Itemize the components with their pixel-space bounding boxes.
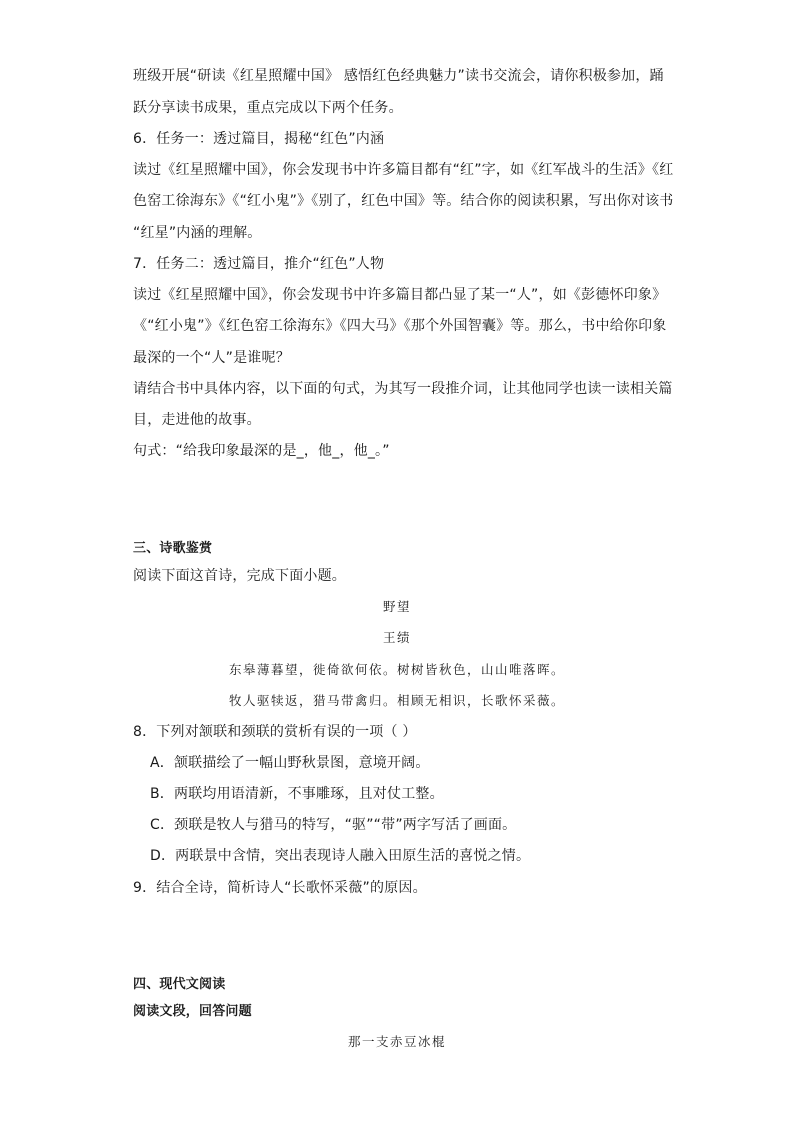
question-7-line-2: 《“红小鬼”》《红色窑工徐海东》《四大马》《那个外国智囊》等。那么，书中给你印象 — [133, 318, 667, 334]
question-9-stem: 9．结合全诗，简析诗人“长歌怀采薇”的原因。 — [133, 880, 427, 896]
question-7-line-5: 目，走进他的故事。 — [133, 412, 261, 428]
question-8-stem: 8．下列对颔联和颈联的赏析有误的一项（ ） — [133, 724, 417, 740]
question-7-line-4: 请结合书中具体内容，以下面的句式，为其写一段推介词，让其他同学也读一读相关篇 — [133, 381, 673, 397]
poem-line-1: 东皋薄暮望，徙倚欲何依。树树皆秋色，山山唯落晖。 — [228, 662, 565, 677]
question-6-line-1: 读过《红星照耀中国》，你会发现书中许多篇目都有“红”字，如《红军战斗的生活》《红 — [133, 162, 674, 178]
question-8-option-c: C．颈联是牧人与猎马的特写，“驱”“带”两字写活了画面。 — [150, 817, 517, 833]
question-6-line-3: “红星”内涵的理解。 — [133, 225, 262, 241]
question-8-option-a: A．颔联描绘了一幅山野秋景图，意境开阔。 — [150, 755, 430, 771]
question-6-title: 6．任务一：透过篇目，揭秘“红色”内涵 — [133, 131, 385, 147]
question-7-title: 7．任务二：透过篇目，推介“红色”人物 — [133, 256, 385, 272]
question-7-line-3: 最深的一个“人”是谁呢？ — [133, 350, 290, 366]
section-4-instruction: 阅读文段，回答问题 — [133, 1004, 252, 1019]
question-8-option-d: D．两联景中含情，突出表现诗人融入田原生活的喜悦之情。 — [150, 848, 531, 864]
question-7-line-1: 读过《红星照耀中国》，你会发现书中许多篇目都凸显了某一“人”，如《彭德怀印象》 — [133, 287, 667, 303]
section-3-heading: 三、诗歌鉴赏 — [133, 541, 213, 556]
intro-line-1: 班级开展“研读《红星照耀中国》 感悟红色经典魅力”读书交流会，请你积极参加，踊 — [133, 68, 664, 84]
poem-title: 野望 — [382, 599, 411, 614]
section-3-instruction: 阅读下面这首诗，完成下面小题。 — [133, 568, 346, 584]
intro-line-2: 跃分享读书成果，重点完成以下两个任务。 — [133, 100, 403, 116]
question-6-line-2: 色窑工徐海东》《“红小鬼”》《别了，红色中国》等。结合你的阅读积累，写出你对该书 — [133, 193, 674, 209]
poem-line-2: 牧人驱犊返，猎马带禽归。相顾无相识，长歌怀采薇。 — [228, 693, 565, 708]
poem-author: 王绩 — [382, 630, 411, 645]
question-7-line-6: 句式：“给我印象最深的是_，他_，他_。” — [133, 443, 390, 459]
article-title: 那一支赤豆冰棍 — [347, 1034, 446, 1049]
section-4-heading: 四、现代文阅读 — [133, 977, 226, 992]
question-8-option-b: B．两联均用语清新，不事雕琢，且对仗工整。 — [150, 786, 444, 802]
